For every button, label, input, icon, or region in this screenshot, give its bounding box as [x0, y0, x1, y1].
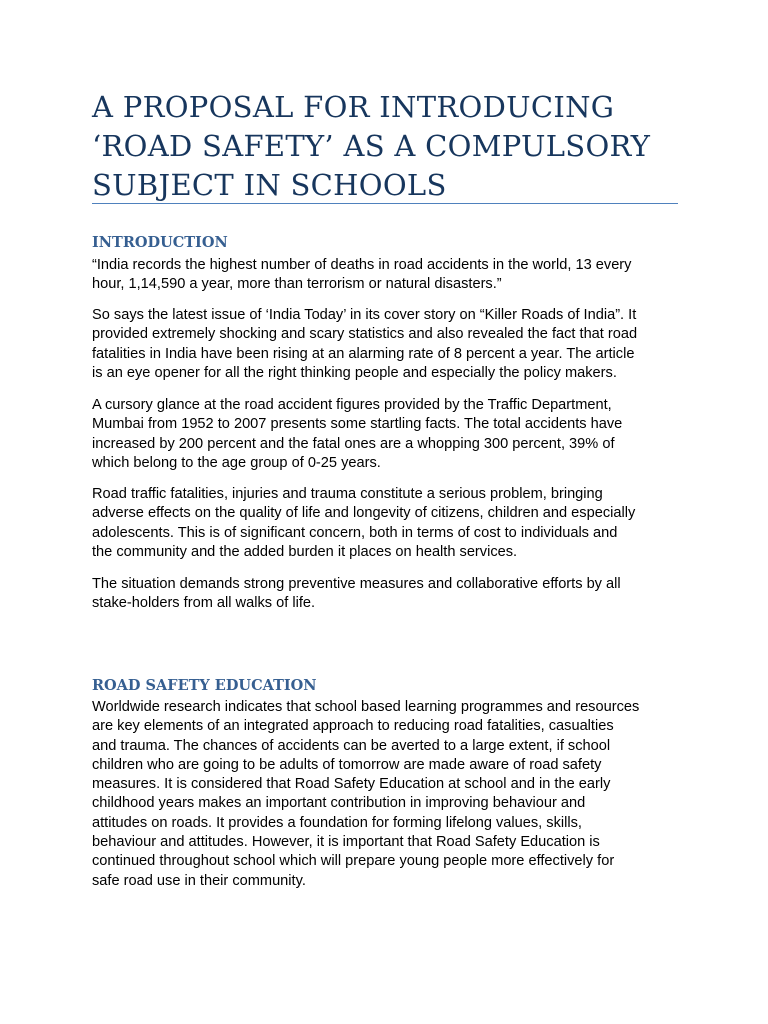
paragraph: [92, 306, 692, 383]
section-heading-road-safety-education: ROAD SAFETY EDUCATION: [92, 677, 317, 694]
text-line: attitudes on roads. It provides a foundation for forming lifelong values, skills,: [92, 814, 582, 831]
text-line: Mumbai from 1952 to 2007 presents some startling facts. The total accidents have: [92, 416, 623, 433]
text-line: and trauma. The chances of accidents can be averted to a large extent, if school: [92, 737, 611, 754]
text-line: the community and the added burden it places on health services.: [92, 543, 518, 560]
text-line: adolescents. This is of significant concern, both in terms of cost to individuals and: [92, 524, 618, 541]
text-line: safe road use in their community.: [92, 872, 306, 889]
title-line: SUBJECT IN SCHOOLS: [92, 168, 447, 202]
text-line: Worldwide research indicates that school based learning programmes and resources: [92, 699, 640, 715]
title-line: A PROPOSAL FOR INTRODUCING: [92, 90, 615, 124]
paragraph: [92, 575, 692, 614]
text-line: “India records the highest number of deaths in road accidents in the world, 13 every: [92, 257, 632, 273]
text-line: stake-holders from all walks of life.: [92, 595, 316, 612]
text-line: Road traffic fatalities, injuries and trauma constitute a serious problem, bringing: [92, 486, 603, 502]
text-line: So says the latest issue of ‘India Today’ in its cover story on “Killer Roads of India”. It: [92, 307, 637, 323]
text-line: behaviour and attitudes. However, it is important that Road Safety Education is: [92, 834, 600, 851]
text-line: which belong to the age group of 0-25 years.: [92, 454, 381, 471]
text-line: A cursory glance at the road accident figures provided by the Traffic Department,: [92, 397, 612, 413]
text-line: are key elements of an integrated approach to reducing road fatalities, casualties: [92, 718, 614, 735]
paragraph: [92, 485, 692, 562]
section-heading-introduction: INTRODUCTION: [92, 234, 228, 251]
paragraph: [92, 698, 692, 891]
text-line: measures. It is considered that Road Safety Education at school and in the early: [92, 776, 611, 793]
text-line: is an eye opener for all the right thinking people and especially the policy makers.: [92, 364, 617, 381]
text-line: provided extremely shocking and scary statistics and also revealed the fact that road: [92, 326, 638, 343]
text-line: fatalities in India have been rising at an alarming rate of 8 percent a year. The article: [92, 345, 635, 362]
text-line: childhood years makes an important contribution in improving behaviour and: [92, 795, 586, 812]
paragraph: [92, 396, 692, 473]
title-underline: [92, 203, 678, 204]
title-line: ‘ROAD SAFETY’ AS A COMPULSORY: [92, 129, 651, 163]
text-line: The situation demands strong preventive measures and collaborative efforts by all: [92, 576, 621, 592]
text-line: children who are going to be adults of tomorrow are made aware of road safety: [92, 756, 602, 773]
text-line: increased by 200 percent and the fatal ones are a whopping 300 percent, 39% of: [92, 435, 615, 452]
text-line: hour, 1,14,590 a year, more than terrorism or natural disasters.”: [92, 276, 502, 293]
text-line: continued throughout school which will prepare young people more effectively for: [92, 853, 615, 870]
document-title: [92, 88, 692, 205]
paragraph: [92, 256, 692, 295]
text-line: adverse effects on the quality of life and longevity of citizens, children and especially: [92, 505, 636, 522]
